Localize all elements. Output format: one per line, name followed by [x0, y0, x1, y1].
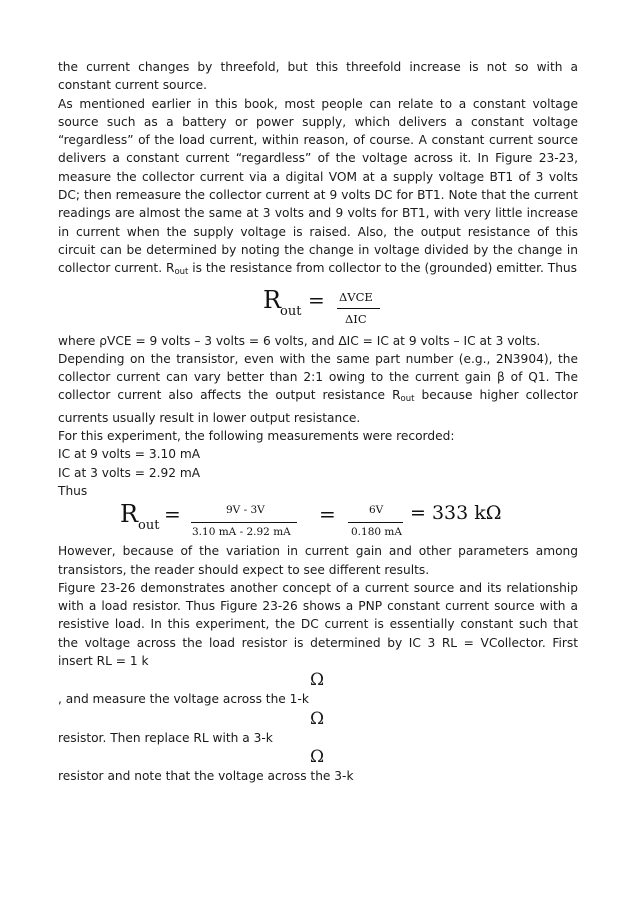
ohm-symbol: Ω: [310, 670, 325, 691]
paragraph-text: As mentioned earlier in this book, most people can relate to a constant voltage source such as a battery or power supply, which delivers a constant voltage “regardless” of the load current, within reason, of course. A constant current source delivers a constant current “regardless” of the voltage across it. In Figure 23-23, measure the collector current via a digital VOM at a supply voltage BT1 of 3 volts DC; then remeasure the collector current at 9 volts DC for BT1. Note that the current readings are almost the same at 3 volts and 9 volts for BT1, with very little increase in current when the supply voltage is raised. Also, the output resistance of this circuit can be determined by noting the change in voltage divided by the change in collector current. R: [58, 96, 578, 276]
measurement-line: IC at 9 volts = 3.10 mA: [58, 447, 201, 462]
equation-denominator: ΔIC: [345, 311, 367, 326]
fraction-bar: [191, 522, 297, 523]
paragraph-text: because higher collector currents usually result in lower output resistance.: [58, 388, 578, 425]
equation-numerator: ΔVCE: [339, 289, 373, 304]
paragraph: resistor and note that the voltage across the 3-k: [58, 768, 354, 783]
document-page: [58, 58, 578, 785]
equation-denominator: 0.180 mA: [351, 526, 402, 539]
fraction-bar: [337, 308, 380, 309]
paragraph: [58, 95, 578, 282]
equation-numerator: 6V: [369, 504, 384, 517]
equation-output-resistance-result: [58, 500, 578, 542]
equals-sign: =: [308, 287, 325, 312]
equation-lhs: R: [263, 285, 282, 314]
paragraph: However, because of the variation in current gain and other parameters among transistors, the reader should expect to see different results.: [58, 544, 578, 577]
equation-denominator: 3.10 mA - 2.92 mA: [192, 526, 291, 539]
paragraph: , and measure the voltage across the 1-k: [58, 692, 309, 707]
fraction-bar: [348, 522, 403, 523]
equation-numerator: 9V - 3V: [226, 504, 265, 517]
measurement-line: IC at 3 volts = 2.92 mA: [58, 465, 201, 480]
equation-output-resistance: [58, 282, 578, 332]
paragraph: the current changes by threefold, but this threefold increase is not so with a constant current source.: [58, 60, 578, 93]
ohm-symbol: Ω: [310, 708, 325, 729]
subscript: out: [400, 394, 415, 405]
equation-lhs-subscript: out: [280, 303, 302, 319]
subscript: out: [174, 267, 189, 278]
paragraph: Figure 23-26 demonstrates another concept of a current source and its relationship with a load resistor. Thus Figure 23-26 shows a PNP constant current source with a resistive load. In this experiment, the DC current is essentially constant such that the voltage across the load resistor is determined by IC 3 RL = VCollector. First insert RL = 1 k: [58, 580, 578, 669]
equals-sign: =: [319, 502, 336, 527]
ohm-symbol: Ω: [310, 746, 325, 767]
paragraph-text: is the resistance from collector to the (grounded) emitter. Thus: [188, 261, 577, 276]
paragraph: For this experiment, the following measurements were recorded:: [58, 429, 455, 444]
paragraph: where ρVCE = 9 volts – 3 volts = 6 volts, and ΔIC = IC at 9 volts – IC at 3 volts.: [58, 333, 541, 348]
equation-lhs: R: [120, 500, 139, 529]
equation-lhs-subscript: out: [138, 518, 160, 534]
paragraph: Thus: [58, 483, 88, 498]
paragraph: resistor. Then replace RL with a 3-k: [58, 730, 273, 745]
equals-sign: =: [164, 502, 181, 527]
paragraph-text: Depending on the transistor, even with the same part number (e.g., 2N3904), the collector current can vary better than 2:1 owing to the current gain β of Q1. The collector current also affects the output resistance R: [58, 351, 578, 403]
paragraph: [58, 350, 578, 427]
equation-result: = 333 kΩ: [410, 502, 502, 525]
